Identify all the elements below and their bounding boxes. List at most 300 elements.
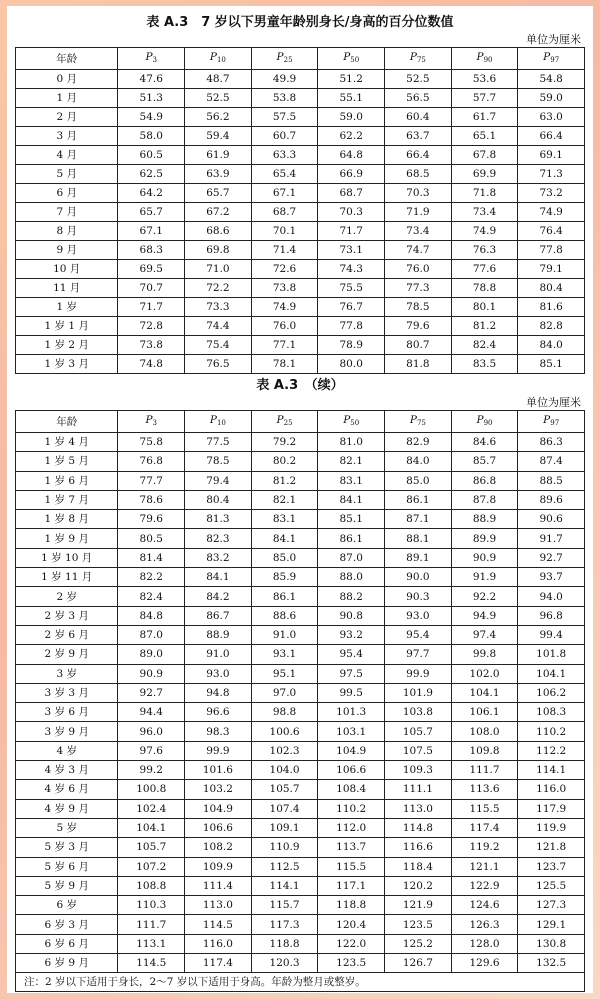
value-cell: 125.2	[385, 934, 452, 953]
value-cell: 78.5	[185, 452, 252, 471]
value-cell: 74.8	[118, 355, 185, 374]
age-cell: 4 岁 9 月	[16, 799, 118, 818]
value-cell: 86.1	[251, 587, 318, 606]
value-cell: 88.1	[385, 529, 452, 548]
value-cell: 89.6	[518, 490, 585, 509]
value-cell: 78.8	[451, 279, 518, 298]
column-header-percentile: $P_{90}$	[451, 411, 518, 433]
age-cell: 1 岁 7 月	[16, 490, 118, 509]
value-cell: 83.1	[318, 471, 385, 490]
value-cell: 68.3	[118, 241, 185, 260]
value-cell: 117.3	[251, 915, 318, 934]
value-cell: 96.6	[185, 703, 252, 722]
age-cell: 1 岁 6 月	[16, 471, 118, 490]
age-cell: 1 岁 5 月	[16, 452, 118, 471]
value-cell: 117.4	[185, 954, 252, 973]
value-cell: 65.1	[451, 127, 518, 146]
age-cell: 1 岁 10 月	[16, 548, 118, 567]
value-cell: 86.8	[451, 471, 518, 490]
value-cell: 82.4	[118, 587, 185, 606]
table-row	[16, 625, 585, 644]
value-cell: 74.9	[451, 222, 518, 241]
value-cell: 53.8	[251, 89, 318, 108]
value-cell: 69.8	[185, 241, 252, 260]
value-cell: 105.7	[118, 838, 185, 857]
value-cell: 90.6	[518, 510, 585, 529]
value-cell: 87.4	[518, 452, 585, 471]
value-cell: 77.5	[185, 433, 252, 452]
column-header-percentile: $P_{75}$	[385, 48, 452, 70]
value-cell: 63.3	[251, 146, 318, 165]
value-cell: 100.6	[251, 722, 318, 741]
value-cell: 88.9	[185, 625, 252, 644]
value-cell: 73.3	[185, 298, 252, 317]
value-cell: 87.0	[318, 548, 385, 567]
age-cell: 6 岁	[16, 896, 118, 915]
value-cell: 78.6	[118, 490, 185, 509]
value-cell: 61.9	[185, 146, 252, 165]
value-cell: 89.1	[385, 548, 452, 567]
value-cell: 104.1	[118, 818, 185, 837]
document-page	[7, 6, 593, 993]
value-cell: 122.9	[451, 876, 518, 895]
value-cell: 110.2	[518, 722, 585, 741]
table-header-row	[16, 48, 585, 70]
value-cell: 114.8	[385, 818, 452, 837]
column-header-percentile: $P_{90}$	[451, 48, 518, 70]
value-cell: 49.9	[251, 70, 318, 89]
table-row	[16, 915, 585, 934]
value-cell: 70.3	[385, 184, 452, 203]
value-cell: 102.4	[118, 799, 185, 818]
value-cell: 69.1	[518, 146, 585, 165]
value-cell: 99.2	[118, 761, 185, 780]
value-cell: 94.9	[451, 606, 518, 625]
value-cell: 96.8	[518, 606, 585, 625]
value-cell: 118.4	[385, 857, 452, 876]
table-row	[16, 954, 585, 973]
value-cell: 54.8	[518, 70, 585, 89]
value-cell: 103.2	[185, 780, 252, 799]
value-cell: 83.2	[185, 548, 252, 567]
value-cell: 108.4	[318, 780, 385, 799]
table-row	[16, 184, 585, 203]
value-cell: 69.5	[118, 260, 185, 279]
value-cell: 54.9	[118, 108, 185, 127]
value-cell: 102.3	[251, 741, 318, 760]
table-header-row	[16, 411, 585, 433]
table-row	[16, 203, 585, 222]
value-cell: 92.2	[451, 587, 518, 606]
value-cell: 74.9	[251, 298, 318, 317]
value-cell: 126.3	[451, 915, 518, 934]
value-cell: 91.0	[251, 625, 318, 644]
value-cell: 115.7	[251, 896, 318, 915]
value-cell: 115.5	[451, 799, 518, 818]
value-cell: 58.0	[118, 127, 185, 146]
value-cell: 106.1	[451, 703, 518, 722]
column-header-percentile: $P_{25}$	[251, 48, 318, 70]
value-cell: 80.0	[318, 355, 385, 374]
value-cell: 116.0	[518, 780, 585, 799]
column-header-age: 年龄	[16, 411, 118, 433]
value-cell: 68.7	[318, 184, 385, 203]
value-cell: 94.8	[185, 683, 252, 702]
value-cell: 89.0	[118, 645, 185, 664]
value-cell: 87.0	[118, 625, 185, 644]
table-row	[16, 490, 585, 509]
unit-label: 单位为厘米	[526, 33, 581, 46]
value-cell: 129.1	[518, 915, 585, 934]
value-cell: 88.9	[451, 510, 518, 529]
value-cell: 118.8	[318, 896, 385, 915]
value-cell: 120.3	[251, 954, 318, 973]
table-row	[16, 146, 585, 165]
age-cell: 1 岁 8 月	[16, 510, 118, 529]
value-cell: 87.8	[451, 490, 518, 509]
value-cell: 67.1	[118, 222, 185, 241]
value-cell: 122.0	[318, 934, 385, 953]
value-cell: 60.5	[118, 146, 185, 165]
value-cell: 60.7	[251, 127, 318, 146]
value-cell: 98.3	[185, 722, 252, 741]
age-cell: 6 岁 9 月	[16, 954, 118, 973]
table-row	[16, 761, 585, 780]
value-cell: 80.7	[385, 336, 452, 355]
value-cell: 74.9	[518, 203, 585, 222]
value-cell: 101.9	[385, 683, 452, 702]
value-cell: 59.0	[318, 108, 385, 127]
age-cell: 8 月	[16, 222, 118, 241]
percentile-table-part1	[15, 47, 585, 374]
table-row	[16, 741, 585, 760]
value-cell: 65.4	[251, 165, 318, 184]
value-cell: 106.6	[185, 818, 252, 837]
table-row	[16, 452, 585, 471]
value-cell: 70.3	[318, 203, 385, 222]
value-cell: 55.1	[318, 89, 385, 108]
age-cell: 7 月	[16, 203, 118, 222]
age-cell: 3 岁 9 月	[16, 722, 118, 741]
value-cell: 95.4	[318, 645, 385, 664]
value-cell: 74.3	[318, 260, 385, 279]
value-cell: 60.4	[385, 108, 452, 127]
value-cell: 73.8	[251, 279, 318, 298]
table-row	[16, 780, 585, 799]
value-cell: 114.5	[185, 915, 252, 934]
value-cell: 48.7	[185, 70, 252, 89]
value-cell: 94.0	[518, 587, 585, 606]
value-cell: 81.8	[385, 355, 452, 374]
value-cell: 75.4	[185, 336, 252, 355]
value-cell: 47.6	[118, 70, 185, 89]
value-cell: 79.6	[118, 510, 185, 529]
value-cell: 114.1	[518, 761, 585, 780]
value-cell: 127.3	[518, 896, 585, 915]
value-cell: 112.0	[318, 818, 385, 837]
value-cell: 96.0	[118, 722, 185, 741]
value-cell: 93.0	[185, 664, 252, 683]
value-cell: 76.0	[251, 317, 318, 336]
value-cell: 76.8	[118, 452, 185, 471]
value-cell: 76.3	[451, 241, 518, 260]
value-cell: 80.1	[451, 298, 518, 317]
value-cell: 86.1	[385, 490, 452, 509]
value-cell: 63.7	[385, 127, 452, 146]
value-cell: 62.5	[118, 165, 185, 184]
value-cell: 90.9	[118, 664, 185, 683]
value-cell: 67.2	[185, 203, 252, 222]
value-cell: 75.8	[118, 433, 185, 452]
column-header-percentile: $P_{10}$	[185, 48, 252, 70]
value-cell: 130.8	[518, 934, 585, 953]
age-cell: 6 月	[16, 184, 118, 203]
age-cell: 3 岁 6 月	[16, 703, 118, 722]
value-cell: 105.7	[385, 722, 452, 741]
value-cell: 107.5	[385, 741, 452, 760]
value-cell: 84.1	[251, 529, 318, 548]
value-cell: 72.8	[118, 317, 185, 336]
value-cell: 66.9	[318, 165, 385, 184]
value-cell: 116.6	[385, 838, 452, 857]
value-cell: 73.8	[118, 336, 185, 355]
age-cell: 2 岁	[16, 587, 118, 606]
age-cell: 3 岁	[16, 664, 118, 683]
value-cell: 82.3	[185, 529, 252, 548]
table-row	[16, 587, 585, 606]
table-row	[16, 165, 585, 184]
value-cell: 110.9	[251, 838, 318, 857]
value-cell: 78.9	[318, 336, 385, 355]
value-cell: 93.7	[518, 568, 585, 587]
table-row	[16, 818, 585, 837]
value-cell: 117.1	[318, 876, 385, 895]
table-row	[16, 89, 585, 108]
age-cell: 1 岁 9 月	[16, 529, 118, 548]
column-header-percentile: $P_{75}$	[385, 411, 452, 433]
column-header-age: 年龄	[16, 48, 118, 70]
value-cell: 81.2	[451, 317, 518, 336]
value-cell: 68.5	[385, 165, 452, 184]
value-cell: 70.7	[118, 279, 185, 298]
age-cell: 4 月	[16, 146, 118, 165]
value-cell: 91.9	[451, 568, 518, 587]
age-cell: 1 岁 1 月	[16, 317, 118, 336]
value-cell: 104.1	[518, 664, 585, 683]
value-cell: 82.9	[385, 433, 452, 452]
age-cell: 3 岁 3 月	[16, 683, 118, 702]
value-cell: 91.0	[185, 645, 252, 664]
table-row	[16, 433, 585, 452]
value-cell: 99.8	[451, 645, 518, 664]
value-cell: 117.9	[518, 799, 585, 818]
value-cell: 113.7	[318, 838, 385, 857]
value-cell: 111.7	[451, 761, 518, 780]
table-row	[16, 857, 585, 876]
value-cell: 99.5	[318, 683, 385, 702]
value-cell: 100.8	[118, 780, 185, 799]
column-header-percentile: $P_{50}$	[318, 48, 385, 70]
value-cell: 73.4	[385, 222, 452, 241]
value-cell: 71.0	[185, 260, 252, 279]
value-cell: 73.4	[451, 203, 518, 222]
value-cell: 88.2	[318, 587, 385, 606]
table-row	[16, 70, 585, 89]
value-cell: 51.3	[118, 89, 185, 108]
age-cell: 2 岁 6 月	[16, 625, 118, 644]
value-cell: 57.5	[251, 108, 318, 127]
table-row	[16, 664, 585, 683]
value-cell: 107.4	[251, 799, 318, 818]
value-cell: 72.2	[185, 279, 252, 298]
value-cell: 61.7	[451, 108, 518, 127]
value-cell: 84.8	[118, 606, 185, 625]
table-row	[16, 838, 585, 857]
value-cell: 128.0	[451, 934, 518, 953]
value-cell: 82.8	[518, 317, 585, 336]
value-cell: 85.9	[251, 568, 318, 587]
value-cell: 75.5	[318, 279, 385, 298]
table-row	[16, 548, 585, 567]
value-cell: 64.2	[118, 184, 185, 203]
value-cell: 85.7	[451, 452, 518, 471]
value-cell: 90.3	[385, 587, 452, 606]
value-cell: 107.2	[118, 857, 185, 876]
value-cell: 113.6	[451, 780, 518, 799]
value-cell: 53.6	[451, 70, 518, 89]
value-cell: 123.5	[318, 954, 385, 973]
column-header-percentile: $P_3$	[118, 48, 185, 70]
table-row	[16, 279, 585, 298]
value-cell: 78.1	[251, 355, 318, 374]
value-cell: 84.6	[451, 433, 518, 452]
value-cell: 121.1	[451, 857, 518, 876]
value-cell: 83.5	[451, 355, 518, 374]
age-cell: 1 月	[16, 89, 118, 108]
value-cell: 85.1	[318, 510, 385, 529]
value-cell: 121.8	[518, 838, 585, 857]
value-cell: 92.7	[518, 548, 585, 567]
value-cell: 93.0	[385, 606, 452, 625]
table-row	[16, 703, 585, 722]
age-cell: 1 岁 4 月	[16, 433, 118, 452]
table-row	[16, 471, 585, 490]
value-cell: 64.8	[318, 146, 385, 165]
value-cell: 63.0	[518, 108, 585, 127]
value-cell: 86.1	[318, 529, 385, 548]
value-cell: 121.9	[385, 896, 452, 915]
age-cell: 6 岁 6 月	[16, 934, 118, 953]
age-cell: 1 岁 2 月	[16, 336, 118, 355]
value-cell: 84.1	[185, 568, 252, 587]
value-cell: 84.1	[318, 490, 385, 509]
value-cell: 76.0	[385, 260, 452, 279]
value-cell: 97.5	[318, 664, 385, 683]
value-cell: 101.6	[185, 761, 252, 780]
value-cell: 82.4	[451, 336, 518, 355]
age-cell: 2 月	[16, 108, 118, 127]
value-cell: 52.5	[185, 89, 252, 108]
value-cell: 108.2	[185, 838, 252, 857]
value-cell: 70.1	[251, 222, 318, 241]
value-cell: 97.7	[385, 645, 452, 664]
value-cell: 71.7	[118, 298, 185, 317]
value-cell: 104.9	[185, 799, 252, 818]
column-header-percentile: $P_{97}$	[518, 411, 585, 433]
value-cell: 88.6	[251, 606, 318, 625]
age-cell: 4 岁 3 月	[16, 761, 118, 780]
value-cell: 108.0	[451, 722, 518, 741]
value-cell: 51.2	[318, 70, 385, 89]
table-title: 表 A.3 7 岁以下男童年龄别身长/身高的百分位数值	[146, 15, 454, 30]
table-row	[16, 127, 585, 146]
value-cell: 113.0	[185, 896, 252, 915]
value-cell: 66.4	[518, 127, 585, 146]
value-cell: 90.0	[385, 568, 452, 587]
table-row	[16, 222, 585, 241]
age-cell: 5 岁 9 月	[16, 876, 118, 895]
age-cell: 2 岁 3 月	[16, 606, 118, 625]
value-cell: 56.5	[385, 89, 452, 108]
value-cell: 89.9	[451, 529, 518, 548]
value-cell: 80.4	[518, 279, 585, 298]
value-cell: 115.5	[318, 857, 385, 876]
value-cell: 129.6	[451, 954, 518, 973]
column-header-percentile: $P_3$	[118, 411, 185, 433]
value-cell: 104.0	[251, 761, 318, 780]
value-cell: 80.4	[185, 490, 252, 509]
age-cell: 4 岁 6 月	[16, 780, 118, 799]
value-cell: 99.9	[185, 741, 252, 760]
table-row	[16, 317, 585, 336]
value-cell: 97.6	[118, 741, 185, 760]
value-cell: 109.1	[251, 818, 318, 837]
value-cell: 76.5	[185, 355, 252, 374]
age-cell: 5 月	[16, 165, 118, 184]
value-cell: 85.0	[251, 548, 318, 567]
value-cell: 84.2	[185, 587, 252, 606]
value-cell: 119.2	[451, 838, 518, 857]
value-cell: 81.4	[118, 548, 185, 567]
age-cell: 5 岁 3 月	[16, 838, 118, 857]
value-cell: 95.4	[385, 625, 452, 644]
value-cell: 71.9	[385, 203, 452, 222]
age-cell: 4 岁	[16, 741, 118, 760]
value-cell: 77.1	[251, 336, 318, 355]
value-cell: 59.0	[518, 89, 585, 108]
value-cell: 109.3	[385, 761, 452, 780]
value-cell: 73.2	[518, 184, 585, 203]
value-cell: 81.0	[318, 433, 385, 452]
age-cell: 1 岁	[16, 298, 118, 317]
age-cell: 1 岁 3 月	[16, 355, 118, 374]
value-cell: 113.1	[118, 934, 185, 953]
table-row	[16, 355, 585, 374]
value-cell: 82.2	[118, 568, 185, 587]
value-cell: 110.3	[118, 896, 185, 915]
value-cell: 77.8	[318, 317, 385, 336]
value-cell: 92.7	[118, 683, 185, 702]
value-cell: 106.6	[318, 761, 385, 780]
value-cell: 99.9	[385, 664, 452, 683]
age-cell: 2 岁 9 月	[16, 645, 118, 664]
value-cell: 78.5	[385, 298, 452, 317]
value-cell: 111.1	[385, 780, 452, 799]
value-cell: 86.7	[185, 606, 252, 625]
age-cell: 3 月	[16, 127, 118, 146]
value-cell: 83.1	[251, 510, 318, 529]
value-cell: 57.7	[451, 89, 518, 108]
